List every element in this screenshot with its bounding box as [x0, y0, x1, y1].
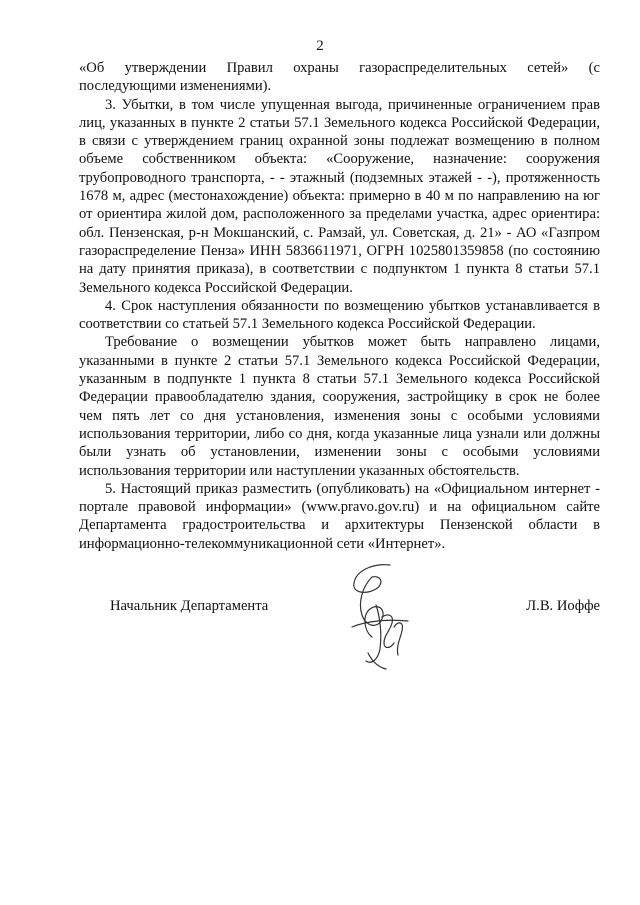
signer-title: Начальник Департамента — [110, 598, 269, 614]
signature-block — [110, 597, 600, 687]
document-body — [79, 59, 600, 553]
paragraph-item-4: 4. Срок наступления обязанности по возмещению убытков устанавливается в соответствии со статьей 57.1 Земельного кодекса Российской Федерации. — [79, 297, 600, 333]
handwritten-signature — [332, 557, 422, 677]
signer-name: Л.В. Иоффе — [526, 598, 600, 614]
paragraph-item-3: 3. Убытки, в том числе упущенная выгода, причиненные ограничением прав лиц, указанных в пункте 2 статьи 57.1 Земельного кодекса Российской Федерации, в связи с утверждением границ охранной зоны подлежат возмещению в полном объеме собственником объекта: «Сооружение, назначение: сооружения трубопроводного транспорта, - - этажный (подземных этажей - -), протяженность 1678 м, адрес (местонахождение) объекта: примерно в 40 м по направлению на юг от ориентира жилой дом, расположенного за пределами участка, адрес ориентира: обл. Пензенская, р-н Мокшанский, с. Рамзай, ул. Советская, д. 21» - АО «Газпром газораспределение Пенза» ИНН 5836611971, ОГРН 1025801359858 (по состоянию на дату принятия приказа), в соответствии с подпунктом 1 пункта 8 статьи 57.1 Земельного кодекса Российской Федерации. — [79, 96, 600, 296]
page-number: 2 — [316, 38, 324, 54]
paragraph-claim-requirement: Требование о возмещении убытков может быть направлено лицами, указанными в пункте 2 статьи 57.1 Земельного кодекса Российской Федерации, указанным в подпункте 1 пункта 8 статьи 57.1 Земельного кодекса Российской Федерации правообладателю здания, сооружения, застройщику в срок не более чем пять лет со дня установления, изменения зоны с особыми условиями использования территории, либо со дня, когда указанные лица узнали или должны были узнать об установлении, изменении зоны с особыми условиями использования территории или наступлении указанных обстоятельств. — [79, 334, 600, 479]
paragraph-item-5: 5. Настоящий приказ разместить (опубликовать) на «Официальном интернет - портале правовой информации» (www.pravo.gov.ru) и на официальном сайте Департамента градостроительства и архитектуры Пензенской области в информационно-телекоммуникационной сети «Интернет». — [79, 480, 600, 552]
paragraph-continuation: «Об утверждении Правил охраны газораспределительных сетей» (с последующими изменениями). — [79, 60, 600, 95]
